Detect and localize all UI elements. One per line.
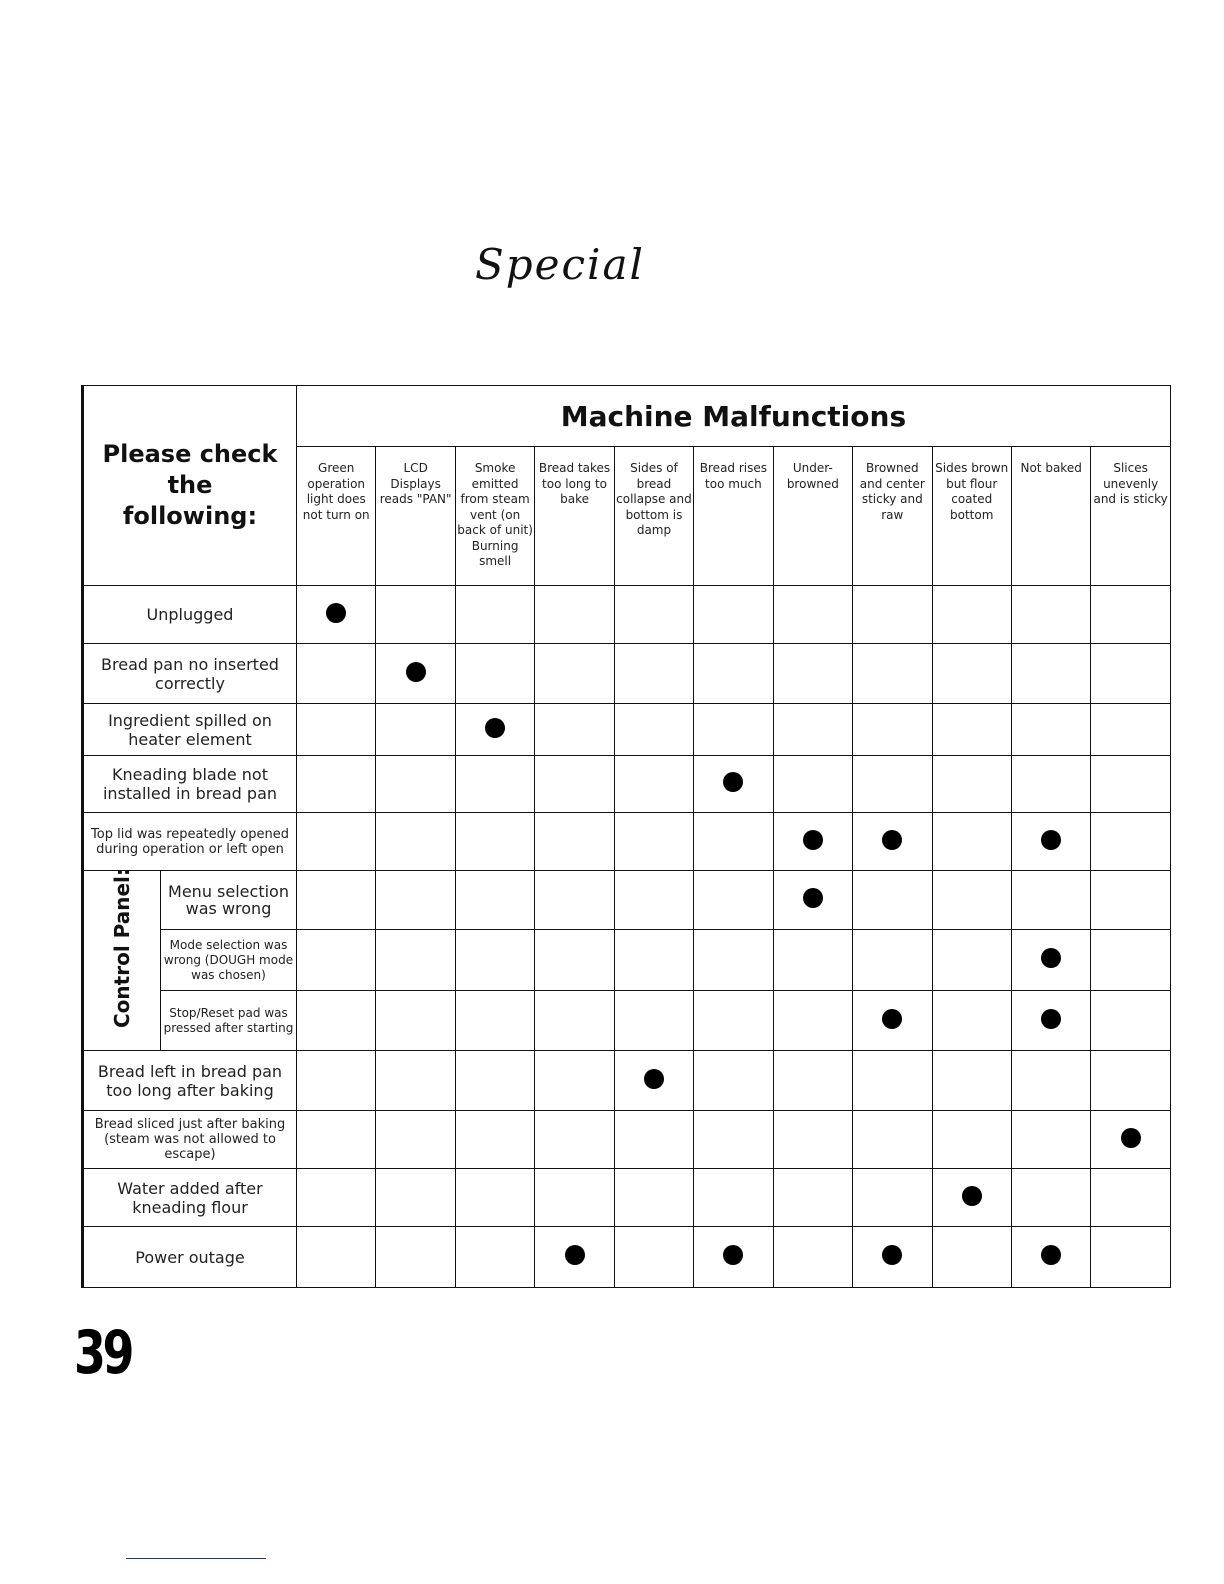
mark-cell <box>1011 871 1090 930</box>
mark-cell <box>773 930 852 991</box>
mark-cell <box>1091 1227 1171 1288</box>
column-header: Not baked <box>1011 447 1090 586</box>
mark-cell <box>297 813 376 871</box>
mark-cell <box>853 586 932 644</box>
cause-label: Water added after kneading flour <box>83 1169 297 1227</box>
mark-cell <box>297 1051 376 1111</box>
mark-cell <box>614 1111 693 1169</box>
mark-cell <box>614 1051 693 1111</box>
mark-cell <box>773 704 852 756</box>
mark-cell <box>1011 1227 1090 1288</box>
mark-cell <box>455 991 534 1051</box>
mark-cell <box>455 1169 534 1227</box>
mark-cell <box>1011 756 1090 813</box>
bullet-mark-icon <box>882 1245 902 1265</box>
mark-cell <box>932 586 1011 644</box>
mark-cell <box>535 1111 614 1169</box>
table-row <box>83 871 1171 930</box>
mark-cell <box>932 756 1011 813</box>
mark-cell <box>1011 1051 1090 1111</box>
bullet-mark-icon <box>1041 948 1061 968</box>
mark-cell <box>1091 813 1171 871</box>
mark-cell <box>1091 756 1171 813</box>
check-header-cell <box>83 386 297 586</box>
column-header: Sides brown but flour coated bottom <box>932 447 1011 586</box>
mark-cell <box>853 704 932 756</box>
mark-cell <box>773 1227 852 1288</box>
mark-cell <box>773 871 852 930</box>
mark-cell <box>853 871 932 930</box>
column-header: Bread takes too long to bake <box>535 447 614 586</box>
mark-cell <box>853 1169 932 1227</box>
mark-cell <box>455 1227 534 1288</box>
mark-cell <box>614 930 693 991</box>
cause-label: Menu selection was wrong <box>161 871 297 930</box>
bullet-mark-icon <box>326 603 346 623</box>
mark-cell <box>614 644 693 704</box>
bullet-mark-icon <box>723 1245 743 1265</box>
column-header: Under-browned <box>773 447 852 586</box>
mark-cell <box>1011 644 1090 704</box>
mark-cell <box>853 644 932 704</box>
mark-cell <box>932 813 1011 871</box>
column-header: Browned and center sticky and raw <box>853 447 932 586</box>
bullet-mark-icon <box>1041 1245 1061 1265</box>
bullet-mark-icon <box>1041 1009 1061 1029</box>
cause-label: Top lid was repeatedly opened during operation or left open <box>83 813 297 871</box>
mark-cell <box>376 871 455 930</box>
mark-cell <box>694 1051 773 1111</box>
mark-cell <box>1091 991 1171 1051</box>
bullet-mark-icon <box>882 1009 902 1029</box>
mark-cell <box>1011 991 1090 1051</box>
mark-cell <box>694 1169 773 1227</box>
mark-cell <box>932 991 1011 1051</box>
bullet-mark-icon <box>565 1245 585 1265</box>
bullet-mark-icon <box>803 830 823 850</box>
mark-cell <box>297 1111 376 1169</box>
cause-label: Power outage <box>83 1227 297 1288</box>
mark-cell <box>376 756 455 813</box>
mark-cell <box>376 1051 455 1111</box>
mark-cell <box>1011 930 1090 991</box>
mark-cell <box>773 991 852 1051</box>
mark-cell <box>694 930 773 991</box>
mark-cell <box>853 1111 932 1169</box>
mark-cell <box>297 704 376 756</box>
mark-cell <box>535 991 614 1051</box>
mark-cell <box>376 813 455 871</box>
bullet-mark-icon <box>882 830 902 850</box>
mark-cell <box>694 1227 773 1288</box>
mark-cell <box>853 930 932 991</box>
mark-cell <box>932 930 1011 991</box>
bullet-mark-icon <box>485 718 505 738</box>
mark-cell <box>1011 704 1090 756</box>
mark-cell <box>535 756 614 813</box>
cause-label: Stop/Reset pad was pressed after starting <box>161 991 297 1051</box>
mark-cell <box>535 1051 614 1111</box>
mark-cell <box>535 813 614 871</box>
mark-cell <box>1091 1169 1171 1227</box>
mark-cell <box>614 991 693 1051</box>
table-row <box>83 813 1171 871</box>
mark-cell <box>297 1169 376 1227</box>
cause-label: Bread left in bread pan too long after baking <box>83 1051 297 1111</box>
bullet-mark-icon <box>644 1069 664 1089</box>
mark-cell <box>694 991 773 1051</box>
mark-cell <box>773 813 852 871</box>
mark-cell <box>535 1169 614 1227</box>
mark-cell <box>932 1227 1011 1288</box>
bullet-mark-icon <box>406 662 426 682</box>
mark-cell <box>1011 1169 1090 1227</box>
mark-cell <box>614 1227 693 1288</box>
mark-cell <box>376 930 455 991</box>
table-row <box>83 930 1171 991</box>
mark-cell <box>932 1111 1011 1169</box>
mark-cell <box>455 813 534 871</box>
mark-cell <box>455 756 534 813</box>
table-row <box>83 991 1171 1051</box>
table-row <box>83 644 1171 704</box>
mark-cell <box>773 586 852 644</box>
mark-cell <box>1011 586 1090 644</box>
mark-cell <box>297 586 376 644</box>
column-header: LCD Displays reads "PAN" <box>376 447 455 586</box>
column-header: Green operation light does not turn on <box>297 447 376 586</box>
table-row <box>83 1169 1171 1227</box>
mark-cell <box>694 644 773 704</box>
table-row <box>83 756 1171 813</box>
control-panel-label: Control Panel: <box>110 867 134 1028</box>
check-header-text: Please check the following: <box>102 440 278 530</box>
footer-rule <box>126 1558 266 1559</box>
mark-cell <box>614 704 693 756</box>
mark-cell <box>376 586 455 644</box>
mark-cell <box>455 871 534 930</box>
mark-cell <box>376 1227 455 1288</box>
table-row <box>83 704 1171 756</box>
mark-cell <box>932 1051 1011 1111</box>
mark-cell <box>773 756 852 813</box>
troubleshooting-table <box>81 385 1171 1288</box>
mark-cell <box>297 644 376 704</box>
page-heading: Special <box>475 240 645 289</box>
mark-cell <box>535 704 614 756</box>
mark-cell <box>932 704 1011 756</box>
mark-cell <box>1091 1111 1171 1169</box>
mark-cell <box>455 644 534 704</box>
cause-label: Bread pan no inserted correctly <box>83 644 297 704</box>
mark-cell <box>932 1169 1011 1227</box>
mark-cell <box>535 586 614 644</box>
mark-cell <box>932 871 1011 930</box>
mark-cell <box>535 1227 614 1288</box>
cause-label: Ingredient spilled on heater element <box>83 704 297 756</box>
mark-cell <box>773 1051 852 1111</box>
table-row <box>83 1227 1171 1288</box>
mark-cell <box>694 756 773 813</box>
mark-cell <box>694 813 773 871</box>
mark-cell <box>455 1111 534 1169</box>
mark-cell <box>694 586 773 644</box>
mark-cell <box>297 1227 376 1288</box>
mark-cell <box>376 991 455 1051</box>
cause-label: Unplugged <box>83 586 297 644</box>
table-row <box>83 1051 1171 1111</box>
table-title-row <box>83 386 1171 447</box>
cause-label: Bread sliced just after baking (steam was not allowed to escape) <box>83 1111 297 1169</box>
mark-cell <box>535 871 614 930</box>
mark-cell <box>853 1051 932 1111</box>
mark-cell <box>455 1051 534 1111</box>
mark-cell <box>1091 586 1171 644</box>
column-header: Slices unevenly and is sticky <box>1091 447 1171 586</box>
table-title: Machine Malfunctions <box>297 386 1171 447</box>
bullet-mark-icon <box>803 888 823 908</box>
mark-cell <box>694 1111 773 1169</box>
table-row <box>83 1111 1171 1169</box>
cause-label: Kneading blade not installed in bread pan <box>83 756 297 813</box>
mark-cell <box>297 871 376 930</box>
mark-cell <box>614 756 693 813</box>
mark-cell <box>535 930 614 991</box>
mark-cell <box>376 1169 455 1227</box>
mark-cell <box>853 991 932 1051</box>
mark-cell <box>1011 1111 1090 1169</box>
mark-cell <box>614 871 693 930</box>
mark-cell <box>694 704 773 756</box>
mark-cell <box>376 704 455 756</box>
mark-cell <box>297 991 376 1051</box>
mark-cell <box>1091 930 1171 991</box>
bullet-mark-icon <box>723 772 743 792</box>
mark-cell <box>376 1111 455 1169</box>
column-header: Smoke emitted from steam vent (on back of unit) Burning smell <box>455 447 534 586</box>
mark-cell <box>455 704 534 756</box>
mark-cell <box>1091 704 1171 756</box>
mark-cell <box>694 871 773 930</box>
mark-cell <box>932 644 1011 704</box>
mark-cell <box>614 1169 693 1227</box>
mark-cell <box>1091 871 1171 930</box>
mark-cell <box>376 644 455 704</box>
mark-cell <box>297 756 376 813</box>
mark-cell <box>853 1227 932 1288</box>
table-row <box>83 586 1171 644</box>
mark-cell <box>455 930 534 991</box>
mark-cell <box>1091 1051 1171 1111</box>
bullet-mark-icon <box>962 1186 982 1206</box>
mark-cell <box>1091 644 1171 704</box>
mark-cell <box>773 1111 852 1169</box>
mark-cell <box>614 586 693 644</box>
mark-cell <box>455 586 534 644</box>
mark-cell <box>1011 813 1090 871</box>
bullet-mark-icon <box>1121 1128 1141 1148</box>
column-header: Bread rises too much <box>694 447 773 586</box>
bullet-mark-icon <box>1041 830 1061 850</box>
mark-cell <box>853 756 932 813</box>
mark-cell <box>614 813 693 871</box>
control-panel-label-cell <box>83 867 161 1051</box>
page-number: 39 <box>74 1318 132 1388</box>
mark-cell <box>773 1169 852 1227</box>
column-header: Sides of bread collapse and bottom is damp <box>614 447 693 586</box>
mark-cell <box>853 813 932 871</box>
cause-label: Mode selection was wrong (DOUGH mode was chosen) <box>161 930 297 991</box>
mark-cell <box>535 644 614 704</box>
mark-cell <box>773 644 852 704</box>
mark-cell <box>297 930 376 991</box>
